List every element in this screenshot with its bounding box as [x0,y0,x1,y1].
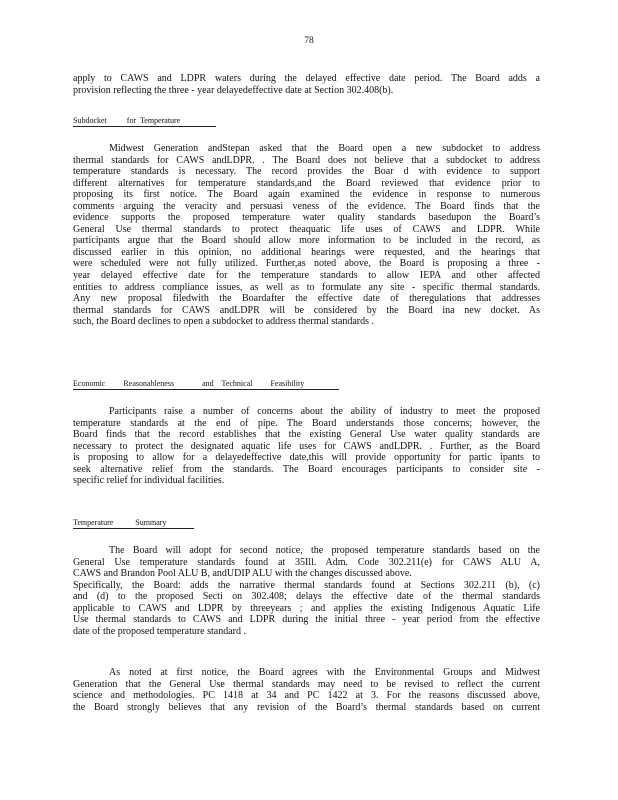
text-line: proposing its first notice. The Board again examined the evidence in response to numerous [73,189,540,201]
text-line: is proposing to allow for a delayedeffective date,this will provide opportunity for partic ipants to [73,452,540,464]
paragraph-temperature-summary-1 [73,545,540,637]
text-line: Midwest Generation andStepan asked that the Board open a new subdocket to address [109,143,540,154]
text-line: Specifically, the Board: adds the narrative thermal standards found at Sections 302.211 (b), (c) [73,579,540,591]
text-line: Any new proposal filedwith the Boardafter the effective date of theregulations that addresses [73,293,540,305]
text-line: participants argue that the Board should allow more information to be included in the record, as [73,235,540,247]
text-line: discussed earlier in this opinion, no additional hearings were requested, and the hearings that [73,246,540,258]
text-line: date of the proposed temperature standard . [73,625,246,637]
text-line: thermal standards for CAWS andLDPR will be considered by the Board ina new docket. As [73,304,540,316]
text-line: science and methodologies. PC 1418 at 34 and PC 1422 at 3. For the reasons discussed above, [73,690,540,702]
text-line: comments arguing the veracity and persuasi veness of the evidence. The Board finds that the [73,200,540,212]
paragraph-subdocket [73,143,540,328]
text-line: The Board will adopt for second notice, the proposed temperature standards based on the [109,545,540,556]
text-line: necessary to protect the designated aquatic life uses for CAWS andLDPR. . Further, as the Board [73,440,540,452]
text-line: seek alternative relief from the standards. The Board encourages participants to consider site - [73,463,540,475]
text-line: temperature standards at the end of pipe. The Board understands those concerns; however, the [73,417,540,429]
text-line: applicable to CAWS and LDPR by threeyears ; and applies the existing Indigenous Aquatic Life [73,602,540,614]
text-line: evidence supports the proposed temperature water quality standards basedupon the Board’s [73,212,540,224]
text-line: General Use thermal standards to protect theaquatic life uses of CAWS and LDPR. While [73,223,540,235]
text-line: were scheduled were not fully utilized. Further,as noted above, the Board is proposing a three - [73,258,540,270]
paragraph-economic-reasonableness [73,406,540,487]
text-line: different alternatives for temperature standards,and the Board reviewed that evidence prior to [73,177,540,189]
text-line: As noted at first notice, the Board agrees with the Environmental Groups and Midwest [109,667,540,678]
text-line: the Board strongly believes that any revision of the Board’s thermal standards based on current [73,701,540,713]
text-line: CAWS and Brandon Pool ALU B, andUDIP ALU with the changes discussed above. [73,568,412,580]
text-line: provision reflecting the three - year delayedeffective date at Section 302.408(b). [73,84,394,96]
section-heading-subdocket: Subdocket for Temperature [73,115,216,127]
text-line: Use thermal standards to CAWS and LDPR during the initial three - year period from the effective [73,614,540,626]
intro-paragraph [73,73,540,96]
paragraph-temperature-summary-2 [73,667,540,713]
text-line: year delayed effective date for the temperature standards to allow IEPA and other affected [73,270,540,282]
text-line: General Use temperature standards found at 35Ill. Adm. Code 302.211(e) for CAWS ALU A, [73,556,540,568]
page-number: 78 [304,36,314,46]
text-line: Board finds that the record establishes that the existing General Use water quality standards are [73,429,540,441]
text-line: specific relief for individual facilities. [73,475,225,487]
text-line: temperature standards is necessary. The record provides the Boar d with evidence to support [73,166,540,178]
text-line: Participants raise a number of concerns about the ability of industry to meet the proposed [109,406,540,417]
text-line: thermal standards for CAWS andLDPR. . The Board does not believe that a subdocket to address [73,154,540,166]
text-line: entities to address compliance issues, as well as to formulate any site - specific thermal standards. [73,281,540,293]
text-line: apply to CAWS and LDPR waters during the delayed effective date period. The Board adds a [73,73,540,84]
text-line: and (d) to the proposed Secti on 302.408; delays the effective date of the thermal standards [73,591,540,603]
section-heading-temperature-summary: Temperature Summary [73,517,194,529]
text-line: such, the Board declines to open a subdocket to address thermal standards . [73,316,375,328]
text-line: Generation that the General Use thermal standards may need to be revised to reflect the current [73,678,540,690]
section-heading-economic-reasonableness: Economic Reasonableness and Technical Feasibility [73,378,339,390]
